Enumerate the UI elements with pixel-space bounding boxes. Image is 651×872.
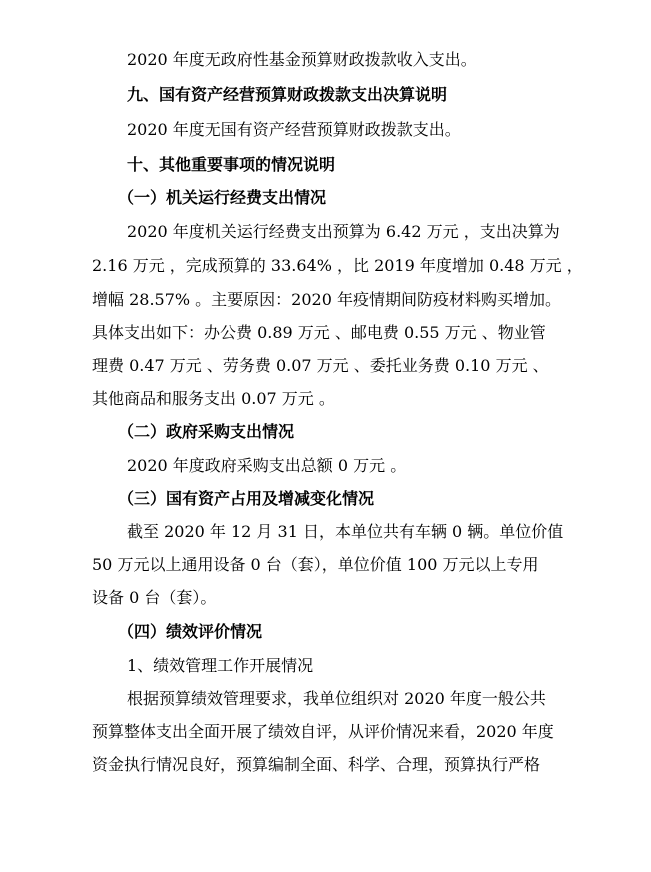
subsection-heading: （四）绩效评价情况 xyxy=(118,622,263,641)
paragraph-line: 50 万元以上通用设备 0 台（套），单位价值 100 万元以上专用 xyxy=(92,555,539,574)
paragraph-line: 截至 2020 年 12 月 31 日，本单位共有车辆 0 辆。单位价值 xyxy=(127,522,564,541)
section-heading: 十、其他重要事项的情况说明 xyxy=(127,155,336,174)
sub-item-heading: 1、绩效管理工作开展情况 xyxy=(127,656,314,675)
subsection-heading: （二）政府采购支出情况 xyxy=(118,422,295,441)
paragraph-line: 根据预算绩效管理要求，我单位组织对 2020 年度一般公共 xyxy=(127,689,546,708)
paragraph-line: 资金执行情况良好，预算编制全面、科学、合理，预算执行严格 xyxy=(92,755,541,774)
paragraph-line: 其他商品和服务支出 0.07 万元 。 xyxy=(92,389,335,408)
paragraph-line: 理费 0.47 万元 、劳务费 0.07 万元 、委托业务费 0.10 万元 、 xyxy=(92,356,549,375)
paragraph-line: 具体支出如下：办公费 0.89 万元 、邮电费 0.55 万元 、物业管 xyxy=(92,323,546,342)
paragraph-line: 增幅 28.57% 。主要原因：2020 年疫情期间防疫材料购买增加。 xyxy=(92,290,561,309)
paragraph-line: 预算整体支出全面开展了绩效自评，从评价情况来看，2020 年度 xyxy=(92,722,554,741)
paragraph-line: 2020 年度政府采购支出总额 0 万元 。 xyxy=(127,456,407,475)
paragraph-line: 设备 0 台（套）。 xyxy=(92,588,217,607)
paragraph-line: 2020 年度机关运行经费支出预算为 6.42 万元 ，支出决算为 xyxy=(127,222,560,241)
subsection-heading: （三）国有资产占用及增减变化情况 xyxy=(118,489,375,508)
text-line: 2020 年度无政府性基金预算财政拨款收入支出。 xyxy=(127,50,477,69)
paragraph-line: 2.16 万元 ，完成预算的 33.64% ，比 2019 年度增加 0.48 万元 ， xyxy=(92,256,583,275)
text-line: 2020 年度无国有资产经营预算财政拨款支出。 xyxy=(127,120,461,139)
section-heading: 九、国有资产经营预算财政拨款支出决算说明 xyxy=(127,85,448,104)
subsection-heading: （一）机关运行经费支出情况 xyxy=(118,188,327,207)
